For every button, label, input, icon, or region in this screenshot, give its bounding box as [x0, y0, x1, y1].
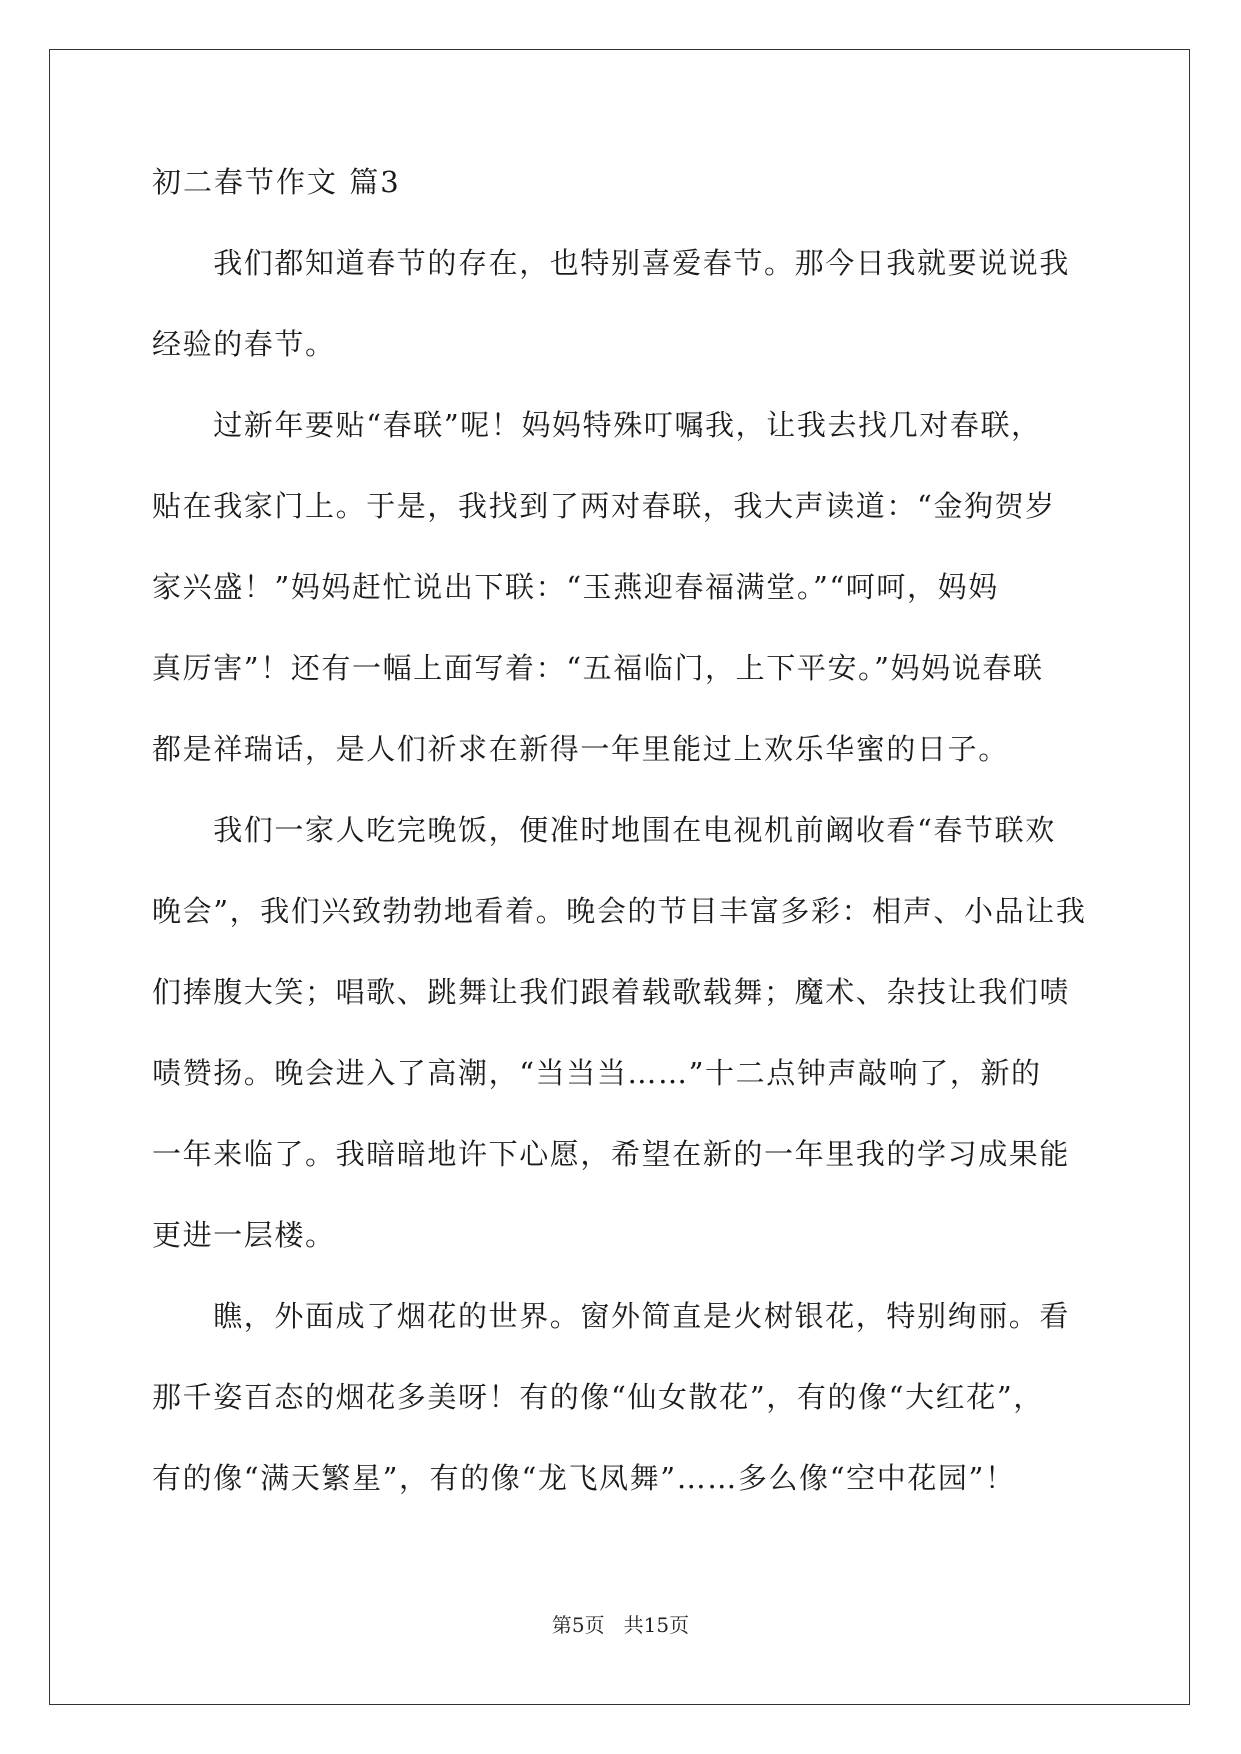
text-line: 有的像“满天繁星”，有的像“龙飞凤舞”……多么像“空中花园”！ [152, 1461, 1016, 1495]
text-line: 那千姿百态的烟花多美呀！有的像“仙女散花”，有的像“大红花”， [152, 1380, 1044, 1414]
paragraph-3 [152, 810, 1092, 1296]
text-line: 家兴盛！”妈妈赶忙说出下联：“玉燕迎春福满堂。”“呵呵，妈妈 [152, 570, 999, 604]
document-body [152, 162, 1092, 1539]
text-line: 我们一家人吃完晚饭，便准时地围在电视机前阚收看“春节联欢 [152, 813, 1056, 847]
paragraph-4 [152, 1296, 1092, 1539]
text-line: 更进一层楼。 [152, 1218, 336, 1252]
text-line: 都是祥瑞话，是人们祈求在新得一年里能过上欢乐华蜜的日子。 [152, 732, 1009, 766]
text-line: 们捧腹大笑；唱歌、跳舞让我们跟着载歌载舞；魔术、杂技让我们啧 [152, 975, 1071, 1009]
essay-title: 初二春节作文 篇3 [152, 165, 401, 199]
text-line: 晚会”，我们兴致勃勃地看着。晚会的节目丰富多彩：相声、小品让我 [152, 894, 1087, 928]
text-line: 贴在我家门上。于是，我找到了两对春联，我大声读道：“金狗贺岁 [152, 489, 1056, 523]
text-line: 我们都知道春节的存在，也特别喜爱春节。那今日我就要说说我 [152, 246, 1071, 280]
paragraph-1 [152, 243, 1092, 405]
page-number: 第5页 [551, 1613, 605, 1637]
text-line: 瞧，外面成了烟花的世界。窗外简直是火树银花，特别绚丽。看 [152, 1299, 1071, 1333]
text-line: 一年来临了。我暗暗地许下心愿，希望在新的一年里我的学习成果能 [152, 1137, 1071, 1171]
text-line: 经验的春节。 [152, 327, 336, 361]
total-pages: 共15页 [623, 1613, 690, 1637]
text-line: 过新年要贴“春联”呢！妈妈特殊叮嘱我，让我去找几对春联， [152, 408, 1042, 442]
text-line: 真厉害”！还有一幅上面写着：“五福临门，上下平安。”妈妈说春联 [152, 651, 1044, 685]
text-line: 啧赞扬。晚会进入了高潮，“当当当……”十二点钟声敲响了，新的 [152, 1056, 1042, 1090]
page-footer [0, 1613, 1241, 1637]
paragraph-2 [152, 405, 1092, 810]
